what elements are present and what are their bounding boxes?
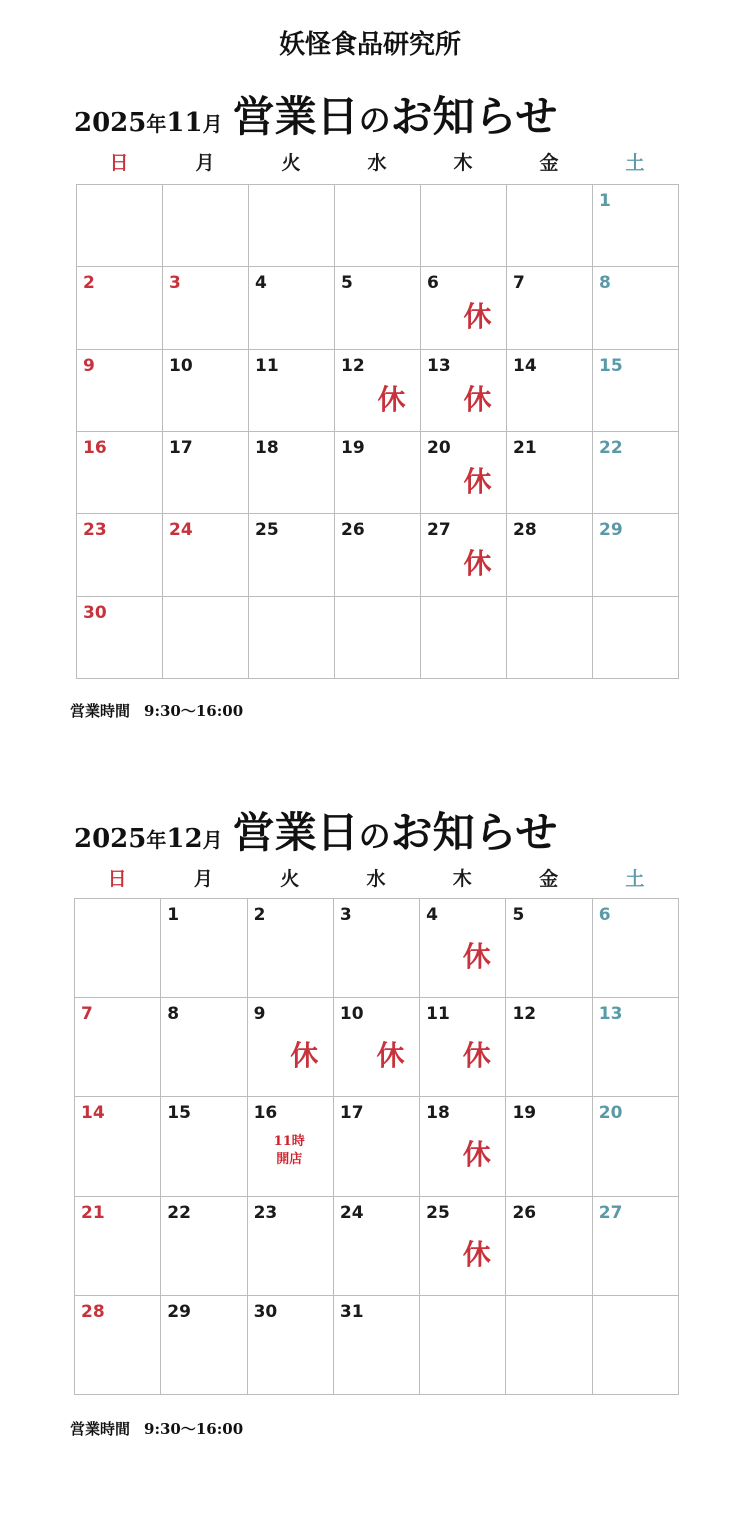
day-cell bbox=[163, 267, 249, 349]
day-cell bbox=[420, 1197, 506, 1296]
day-cell bbox=[593, 185, 679, 267]
day-cell bbox=[334, 998, 420, 1097]
day-cell bbox=[77, 432, 163, 514]
day-number: 21 bbox=[81, 1202, 105, 1223]
day-number: 13 bbox=[427, 355, 451, 376]
weekday-label: 月 bbox=[195, 152, 215, 174]
day-cell bbox=[75, 899, 161, 998]
day-cell bbox=[249, 514, 335, 596]
day-number: 26 bbox=[341, 520, 365, 541]
day-cell bbox=[507, 514, 593, 596]
day-cell bbox=[420, 899, 506, 998]
day-number: 26 bbox=[512, 1202, 537, 1223]
day-cell bbox=[593, 1097, 679, 1196]
day-cell bbox=[248, 1296, 334, 1395]
weekday-header bbox=[76, 148, 679, 176]
note-line: 11時 bbox=[273, 1134, 305, 1150]
day-number: 13 bbox=[598, 1004, 623, 1025]
month-unit: 月 bbox=[202, 112, 223, 136]
day-number: 27 bbox=[427, 520, 451, 541]
day-cell bbox=[421, 514, 507, 596]
day-number: 7 bbox=[81, 1004, 93, 1025]
day-cell bbox=[75, 1296, 161, 1395]
day-number: 11 bbox=[255, 355, 279, 376]
day-number: 8 bbox=[167, 1004, 180, 1025]
calendar-grid bbox=[76, 184, 679, 679]
day-number: 24 bbox=[339, 1202, 364, 1223]
day-number: 28 bbox=[81, 1301, 105, 1322]
closed-mark: 休 bbox=[463, 300, 492, 334]
day-number: 7 bbox=[513, 273, 525, 294]
day-cell bbox=[421, 267, 507, 349]
calendar-grid bbox=[74, 898, 679, 1395]
day-number: 23 bbox=[253, 1202, 278, 1223]
day-number: 22 bbox=[167, 1202, 191, 1223]
calendar-november bbox=[0, 84, 740, 804]
day-cell bbox=[593, 1296, 679, 1395]
day-cell bbox=[163, 350, 249, 432]
weekday-header bbox=[74, 864, 679, 892]
weekday-label: 木 bbox=[453, 152, 473, 174]
day-number: 25 bbox=[426, 1202, 450, 1223]
day-number: 30 bbox=[253, 1301, 278, 1322]
day-cell bbox=[77, 185, 163, 267]
calendar-title bbox=[233, 92, 558, 141]
month-unit: 月 bbox=[202, 828, 223, 852]
closed-mark: 休 bbox=[377, 382, 406, 416]
day-number: 10 bbox=[339, 1004, 364, 1025]
day-cell bbox=[161, 1296, 247, 1395]
day-cell bbox=[593, 1197, 679, 1296]
closed-mark: 休 bbox=[463, 382, 492, 416]
day-cell bbox=[75, 1097, 161, 1196]
year: 2025 bbox=[74, 108, 147, 138]
closed-mark: 休 bbox=[462, 1138, 491, 1172]
closed-mark: 休 bbox=[462, 1237, 491, 1271]
day-number: 20 bbox=[598, 1103, 623, 1124]
day-number: 28 bbox=[513, 520, 537, 541]
day-number: 25 bbox=[255, 520, 279, 541]
day-cell bbox=[507, 185, 593, 267]
year: 2025 bbox=[74, 824, 147, 854]
day-cell bbox=[248, 899, 334, 998]
day-cell bbox=[161, 1097, 247, 1196]
day-cell bbox=[77, 514, 163, 596]
closed-mark: 休 bbox=[376, 1039, 405, 1073]
day-number: 6 bbox=[598, 905, 611, 925]
day-cell bbox=[421, 185, 507, 267]
weekday-label: 月 bbox=[193, 868, 213, 890]
day-cell bbox=[335, 597, 421, 679]
day-cell bbox=[249, 597, 335, 679]
day-cell bbox=[334, 899, 420, 998]
weekday-label: 火 bbox=[280, 868, 300, 890]
day-number: 24 bbox=[169, 520, 193, 541]
day-cell bbox=[506, 1197, 592, 1296]
day-cell bbox=[75, 1197, 161, 1296]
day-cell bbox=[506, 998, 592, 1097]
title-part: お知らせ bbox=[390, 808, 558, 857]
day-cell bbox=[248, 998, 334, 1097]
day-cell bbox=[77, 267, 163, 349]
hours-label: 営業時間 bbox=[70, 702, 131, 720]
weekday-label: 金 bbox=[539, 152, 559, 174]
year-unit: 年 bbox=[146, 828, 167, 852]
shop-name: 妖怪食品研究所 bbox=[278, 30, 461, 60]
day-cell bbox=[77, 597, 163, 679]
day-number: 14 bbox=[513, 355, 537, 376]
day-number: 9 bbox=[253, 1004, 266, 1025]
title-part: 営業日 bbox=[232, 808, 359, 857]
day-cell bbox=[334, 1197, 420, 1296]
day-number: 9 bbox=[83, 355, 95, 376]
day-number: 4 bbox=[255, 273, 267, 294]
day-number: 16 bbox=[253, 1103, 278, 1124]
day-cell bbox=[161, 899, 247, 998]
weekday-label: 日 bbox=[107, 868, 127, 890]
day-number: 12 bbox=[341, 355, 365, 376]
day-number: 5 bbox=[341, 273, 353, 294]
closed-mark: 休 bbox=[290, 1039, 319, 1073]
day-number: 11 bbox=[426, 1004, 450, 1025]
day-cell bbox=[420, 1097, 506, 1196]
day-cell bbox=[161, 1197, 247, 1296]
day-cell bbox=[507, 267, 593, 349]
day-cell bbox=[506, 899, 592, 998]
day-number: 3 bbox=[169, 273, 181, 294]
day-cell bbox=[334, 1296, 420, 1395]
month: 11 bbox=[166, 108, 203, 138]
day-cell bbox=[249, 350, 335, 432]
day-number: 19 bbox=[341, 437, 365, 458]
day-number: 17 bbox=[339, 1103, 364, 1124]
day-number: 8 bbox=[599, 273, 611, 294]
day-cell bbox=[593, 899, 679, 998]
day-cell bbox=[77, 350, 163, 432]
day-number: 5 bbox=[512, 905, 525, 925]
day-number: 15 bbox=[599, 355, 623, 376]
day-number: 21 bbox=[513, 437, 537, 458]
title-particle: の bbox=[358, 817, 391, 855]
year-unit: 年 bbox=[146, 112, 167, 136]
day-cell bbox=[163, 185, 249, 267]
hours-value: 9:30〜16:00 bbox=[144, 1420, 244, 1438]
day-cell bbox=[593, 597, 679, 679]
day-cell bbox=[163, 432, 249, 514]
day-number: 2 bbox=[253, 905, 266, 925]
month-header bbox=[74, 800, 557, 856]
day-cell bbox=[593, 998, 679, 1097]
weekday-label: 水 bbox=[367, 152, 387, 174]
day-number: 30 bbox=[83, 602, 107, 623]
day-number: 22 bbox=[599, 437, 623, 458]
day-cell bbox=[335, 350, 421, 432]
day-number: 16 bbox=[83, 437, 107, 458]
calendar-title bbox=[233, 808, 558, 857]
day-cell bbox=[248, 1097, 334, 1196]
day-cell bbox=[593, 350, 679, 432]
weekday-label: 木 bbox=[452, 868, 472, 890]
day-number: 1 bbox=[167, 905, 180, 925]
closed-mark: 休 bbox=[463, 464, 492, 498]
note-line: 開店 bbox=[276, 1152, 303, 1168]
closed-mark: 休 bbox=[462, 940, 491, 973]
day-number: 31 bbox=[339, 1301, 364, 1322]
day-number: 27 bbox=[598, 1202, 623, 1223]
day-number: 1 bbox=[599, 191, 611, 211]
hours-value: 9:30〜16:00 bbox=[144, 702, 244, 720]
day-cell bbox=[335, 267, 421, 349]
day-cell bbox=[506, 1097, 592, 1196]
title-part: 営業日 bbox=[232, 92, 359, 141]
hours-label: 営業時間 bbox=[70, 1420, 131, 1438]
closed-mark: 休 bbox=[463, 547, 492, 581]
day-cell bbox=[420, 1296, 506, 1395]
weekday-label: 土 bbox=[625, 152, 645, 174]
day-number: 10 bbox=[169, 355, 193, 376]
closed-mark: 休 bbox=[462, 1039, 491, 1073]
day-number: 3 bbox=[339, 905, 352, 925]
day-number: 20 bbox=[427, 437, 451, 458]
day-cell bbox=[334, 1097, 420, 1196]
day-cell bbox=[593, 514, 679, 596]
title-part: お知らせ bbox=[390, 92, 558, 141]
day-cell bbox=[335, 432, 421, 514]
day-number: 23 bbox=[83, 520, 107, 541]
day-cell bbox=[593, 432, 679, 514]
day-cell bbox=[161, 998, 247, 1097]
day-number: 15 bbox=[167, 1103, 191, 1124]
weekday-label: 水 bbox=[366, 868, 386, 890]
day-number: 14 bbox=[81, 1103, 105, 1124]
day-number: 18 bbox=[426, 1103, 450, 1124]
business-hours bbox=[70, 1418, 243, 1439]
day-cell bbox=[421, 597, 507, 679]
day-cell bbox=[421, 432, 507, 514]
day-number: 19 bbox=[512, 1103, 537, 1124]
day-cell bbox=[421, 350, 507, 432]
day-number: 29 bbox=[167, 1301, 191, 1322]
day-cell bbox=[507, 597, 593, 679]
day-number: 12 bbox=[512, 1004, 537, 1025]
title-particle: の bbox=[358, 101, 391, 139]
day-number: 29 bbox=[599, 520, 623, 541]
special-hours-note bbox=[247, 1133, 332, 1169]
day-cell bbox=[593, 267, 679, 349]
day-cell bbox=[249, 432, 335, 514]
day-number: 17 bbox=[169, 437, 193, 458]
day-cell bbox=[420, 998, 506, 1097]
day-cell bbox=[248, 1197, 334, 1296]
weekday-label: 火 bbox=[281, 152, 301, 174]
day-cell bbox=[75, 998, 161, 1097]
month-header bbox=[74, 84, 557, 140]
day-cell bbox=[507, 432, 593, 514]
weekday-label: 土 bbox=[625, 868, 645, 890]
day-number: 4 bbox=[426, 905, 438, 925]
weekday-label: 日 bbox=[109, 152, 129, 174]
weekday-label: 金 bbox=[539, 868, 559, 890]
day-cell bbox=[249, 267, 335, 349]
day-cell bbox=[335, 185, 421, 267]
business-hours bbox=[70, 700, 243, 721]
month: 12 bbox=[166, 824, 203, 854]
day-cell bbox=[507, 350, 593, 432]
day-cell bbox=[335, 514, 421, 596]
day-cell bbox=[506, 1296, 592, 1395]
day-cell bbox=[163, 597, 249, 679]
day-cell bbox=[163, 514, 249, 596]
day-number: 2 bbox=[83, 273, 95, 294]
day-number: 18 bbox=[255, 437, 279, 458]
day-number: 6 bbox=[427, 273, 439, 294]
calendar-december bbox=[0, 800, 740, 1520]
day-cell bbox=[249, 185, 335, 267]
